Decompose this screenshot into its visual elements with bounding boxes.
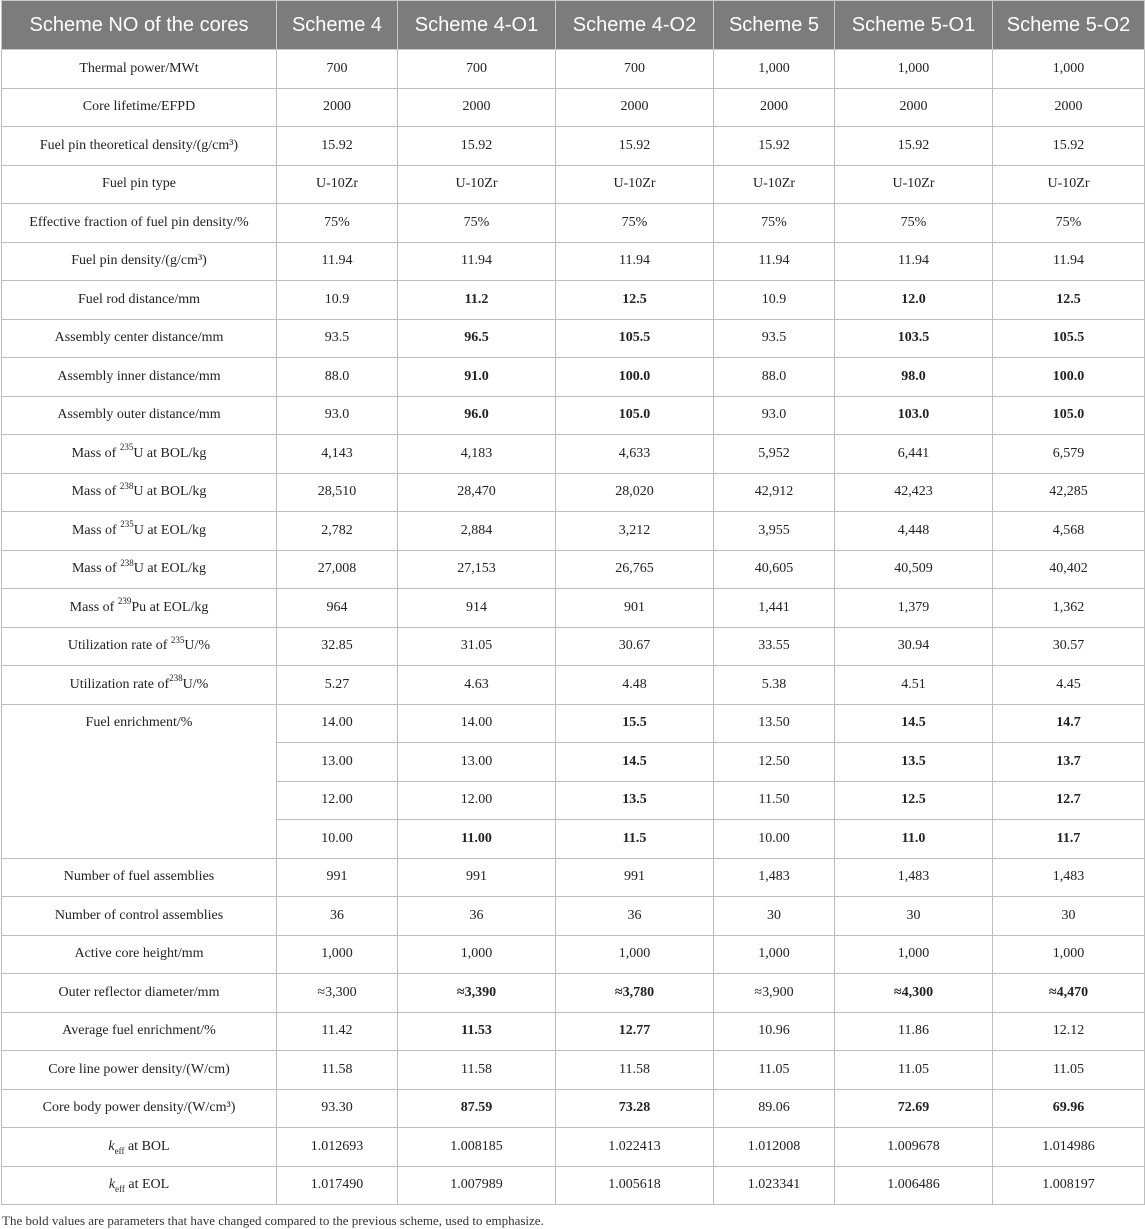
table-cell: ≈3,900 — [714, 974, 835, 1013]
table-cell: 1.008197 — [993, 1166, 1145, 1205]
table-cell: 15.92 — [398, 127, 556, 166]
row-label-text: Active core height/mm — [74, 946, 204, 962]
table-cell: 15.92 — [993, 127, 1145, 166]
table-cell: 11.42 — [277, 1012, 398, 1051]
table-cell: 1.005618 — [556, 1166, 714, 1205]
table-cell: 1,000 — [277, 935, 398, 974]
table-cell: 88.0 — [714, 358, 835, 397]
table-cell: 10.00 — [714, 820, 835, 859]
table-cell: ≈3,780 — [556, 974, 714, 1013]
table-cell: 33.55 — [714, 627, 835, 666]
table-cell: 11.50 — [714, 781, 835, 820]
row-label — [2, 550, 277, 589]
table-row — [2, 1166, 1145, 1205]
table-cell: 10.96 — [714, 1012, 835, 1051]
table-cell: 93.5 — [714, 319, 835, 358]
table-cell: 12.0 — [835, 281, 993, 320]
table-cell: 27,153 — [398, 550, 556, 589]
table-cell: 75% — [993, 204, 1145, 243]
table-cell: 11.53 — [398, 1012, 556, 1051]
row-label — [2, 1166, 277, 1205]
table-row — [2, 512, 1145, 551]
row-label-text: Number of control assemblies — [54, 907, 224, 923]
table-cell: 5.38 — [714, 666, 835, 705]
table-row — [2, 974, 1145, 1013]
table-cell: 2000 — [277, 88, 398, 127]
table-cell: ≈3,300 — [277, 974, 398, 1013]
table-cell: 4,183 — [398, 435, 556, 474]
table-cell: 13.00 — [398, 743, 556, 782]
table-cell: 700 — [277, 50, 398, 89]
row-label-pre: Utilization rate of — [69, 676, 170, 692]
header-scheme: Scheme 4 — [277, 1, 398, 50]
row-label-text: Effective fraction of fuel pin density/% — [29, 214, 249, 230]
row-label — [2, 319, 277, 358]
row-label-text: Thermal power/MWt — [79, 60, 199, 76]
table-cell: 36 — [556, 897, 714, 936]
table-cell: 4.63 — [398, 666, 556, 705]
table-cell: 1.012693 — [277, 1128, 398, 1167]
table-row — [2, 281, 1145, 320]
table-cell: 4,568 — [993, 512, 1145, 551]
table-row — [2, 1051, 1145, 1090]
row-label-superscript: 238 — [169, 673, 183, 684]
table-cell: 10.00 — [277, 820, 398, 859]
table-cell: U-10Zr — [835, 165, 993, 204]
table-row — [2, 704, 1145, 743]
table-cell: 14.5 — [556, 743, 714, 782]
table-cell: U-10Zr — [398, 165, 556, 204]
row-label-k: k — [108, 1138, 115, 1154]
table-footnote: The bold values are parameters that have changed compared to the previous scheme, used to emphasize. — [2, 1213, 544, 1228]
table-cell: 1,483 — [714, 858, 835, 897]
row-label — [2, 1089, 277, 1128]
row-label — [2, 858, 277, 897]
table-cell: 42,423 — [835, 473, 993, 512]
table-cell: 72.69 — [835, 1089, 993, 1128]
table-cell: 1,000 — [714, 50, 835, 89]
table-cell: 15.5 — [556, 704, 714, 743]
table-cell: 105.0 — [556, 396, 714, 435]
row-label-post: U at BOL/kg — [133, 445, 207, 461]
table-row — [2, 1128, 1145, 1167]
table-cell: 4,633 — [556, 435, 714, 474]
table-cell: 11.94 — [277, 242, 398, 281]
table-cell: 11.94 — [714, 242, 835, 281]
table-cell: 15.92 — [556, 127, 714, 166]
table-cell: 700 — [556, 50, 714, 89]
table-cell: 100.0 — [993, 358, 1145, 397]
table-row — [2, 858, 1145, 897]
table-cell: 30.67 — [556, 627, 714, 666]
table-cell: 12.5 — [835, 781, 993, 820]
table-cell: 3,955 — [714, 512, 835, 551]
table-cell: 12.5 — [556, 281, 714, 320]
table-row — [2, 666, 1145, 705]
row-label — [2, 1012, 277, 1051]
row-label-text: Fuel rod distance/mm — [77, 291, 201, 307]
row-label-subscript: eff — [115, 1184, 125, 1195]
row-label — [2, 935, 277, 974]
header-row-label: Scheme NO of the cores — [2, 1, 277, 50]
row-label-text: Core body power density/(W/cm³) — [42, 1100, 236, 1116]
table-cell: 28,020 — [556, 473, 714, 512]
table-cell: 42,912 — [714, 473, 835, 512]
table-row — [2, 242, 1145, 281]
row-label-text: Fuel pin density/(g/cm³) — [71, 253, 207, 269]
table-cell: 1.008185 — [398, 1128, 556, 1167]
row-label-superscript: 235 — [170, 634, 185, 645]
table-cell: 4,448 — [835, 512, 993, 551]
row-label-superscript: 238 — [119, 480, 134, 491]
table-cell: 11.05 — [714, 1051, 835, 1090]
table-cell: 1,483 — [835, 858, 993, 897]
table-cell: 3,212 — [556, 512, 714, 551]
row-label — [2, 242, 277, 281]
table-cell: 14.7 — [993, 704, 1145, 743]
table-cell: 12.00 — [398, 781, 556, 820]
table-cell: 88.0 — [277, 358, 398, 397]
table-cell: 12.50 — [714, 743, 835, 782]
table-cell: 13.00 — [277, 743, 398, 782]
table-cell: 1,000 — [714, 935, 835, 974]
table-cell: U-10Zr — [993, 165, 1145, 204]
table-cell: 13.5 — [835, 743, 993, 782]
table-cell: 14.00 — [398, 704, 556, 743]
table-row — [2, 127, 1145, 166]
table-cell: 15.92 — [714, 127, 835, 166]
row-label-pre: Mass of — [71, 484, 120, 500]
table-cell: 13.50 — [714, 704, 835, 743]
table-cell: 11.94 — [993, 242, 1145, 281]
table-cell: 40,402 — [993, 550, 1145, 589]
table-cell: 93.5 — [277, 319, 398, 358]
table-cell: 991 — [556, 858, 714, 897]
table-cell: 4.48 — [556, 666, 714, 705]
table-cell: 14.00 — [277, 704, 398, 743]
table-cell: 1,000 — [556, 935, 714, 974]
row-label-post: Pu at EOL/kg — [131, 599, 209, 615]
table-cell: 1.014986 — [993, 1128, 1145, 1167]
table-row — [2, 550, 1145, 589]
row-label — [2, 165, 277, 204]
table-cell: 75% — [277, 204, 398, 243]
row-label-subscript: eff — [114, 1145, 125, 1156]
row-label — [2, 1128, 277, 1167]
row-label-text: Outer reflector diameter/mm — [58, 984, 220, 1000]
row-label-post: at EOL — [124, 1177, 170, 1193]
table-cell: 5,952 — [714, 435, 835, 474]
row-label-pre: Mass of — [71, 561, 121, 577]
table-cell: 28,470 — [398, 473, 556, 512]
table-row — [2, 396, 1145, 435]
row-label-text: Fuel pin type — [102, 176, 176, 192]
table-cell: 1,000 — [993, 50, 1145, 89]
row-label — [2, 396, 277, 435]
row-label-pre: Mass of — [69, 599, 118, 615]
header-scheme: Scheme 4-O1 — [398, 1, 556, 50]
table-cell: ≈4,470 — [993, 974, 1145, 1013]
table-cell: 1.023341 — [714, 1166, 835, 1205]
row-label-text: Core line power density/(W/cm) — [48, 1061, 230, 1077]
row-label — [2, 589, 277, 628]
table-row — [2, 1089, 1145, 1128]
table-cell: 14.5 — [835, 704, 993, 743]
table-cell: 11.94 — [398, 242, 556, 281]
table-body — [2, 50, 1145, 1205]
table-cell: 991 — [398, 858, 556, 897]
row-label — [2, 512, 277, 551]
row-label — [2, 704, 277, 858]
table-cell: 75% — [556, 204, 714, 243]
table-row — [2, 435, 1145, 474]
row-label-pre: Mass of — [71, 445, 120, 461]
table-cell: 96.0 — [398, 396, 556, 435]
table-cell: 1,000 — [835, 50, 993, 89]
table-cell: 700 — [398, 50, 556, 89]
table-cell: 2000 — [556, 88, 714, 127]
table-cell: 40,605 — [714, 550, 835, 589]
table-cell: 2000 — [993, 88, 1145, 127]
row-label-text: Core lifetime/EFPD — [82, 99, 196, 115]
table-cell: 11.00 — [398, 820, 556, 859]
table-cell: 11.58 — [398, 1051, 556, 1090]
row-label-post: U/% — [182, 676, 209, 692]
table-cell: 12.7 — [993, 781, 1145, 820]
table-cell: 1,483 — [993, 858, 1145, 897]
header-scheme: Scheme 5-O1 — [835, 1, 993, 50]
table-cell: 1.022413 — [556, 1128, 714, 1167]
row-label — [2, 897, 277, 936]
table-row — [2, 165, 1145, 204]
table-cell: 991 — [277, 858, 398, 897]
row-label-post: U at BOL/kg — [133, 484, 207, 500]
table-cell: U-10Zr — [277, 165, 398, 204]
table-cell: 2000 — [714, 88, 835, 127]
table-cell: 73.28 — [556, 1089, 714, 1128]
table-row — [2, 897, 1145, 936]
row-label-superscript: 238 — [120, 557, 134, 568]
table-cell: 103.5 — [835, 319, 993, 358]
table-cell: 12.5 — [993, 281, 1145, 320]
table-cell: 27,008 — [277, 550, 398, 589]
table-cell: 42,285 — [993, 473, 1145, 512]
row-label-text: Number of fuel assemblies — [63, 869, 215, 885]
row-label — [2, 358, 277, 397]
row-label-text: Assembly center distance/mm — [54, 330, 224, 346]
table-cell: 1,000 — [835, 935, 993, 974]
table-cell: 1,441 — [714, 589, 835, 628]
table-row — [2, 50, 1145, 89]
table-cell: 901 — [556, 589, 714, 628]
header-scheme: Scheme 5 — [714, 1, 835, 50]
table-cell: 4.51 — [835, 666, 993, 705]
table-cell: 13.5 — [556, 781, 714, 820]
table-cell: ≈3,390 — [398, 974, 556, 1013]
table-cell: 75% — [398, 204, 556, 243]
table-cell: 1.017490 — [277, 1166, 398, 1205]
row-label-text: Assembly inner distance/mm — [57, 368, 221, 384]
table-cell: 87.59 — [398, 1089, 556, 1128]
table-cell: 914 — [398, 589, 556, 628]
table-cell: 6,441 — [835, 435, 993, 474]
table-cell: 30 — [993, 897, 1145, 936]
table-cell: 75% — [835, 204, 993, 243]
header-row — [2, 1, 1145, 50]
table-cell: 32.85 — [277, 627, 398, 666]
header-scheme: Scheme 5-O2 — [993, 1, 1145, 50]
row-label — [2, 627, 277, 666]
table-cell: 11.94 — [556, 242, 714, 281]
table-cell: 91.0 — [398, 358, 556, 397]
row-label — [2, 281, 277, 320]
table-cell: 11.94 — [835, 242, 993, 281]
row-label — [2, 1051, 277, 1090]
row-label-superscript: 235 — [120, 519, 134, 530]
table-cell: 11.58 — [556, 1051, 714, 1090]
table-cell: 100.0 — [556, 358, 714, 397]
table-cell: 12.00 — [277, 781, 398, 820]
table-row — [2, 358, 1145, 397]
table-row — [2, 473, 1145, 512]
row-label-text: Fuel pin theoretical density/(g/cm³) — [39, 137, 239, 153]
row-label-post: U at EOL/kg — [133, 561, 207, 577]
table-cell: 11.7 — [993, 820, 1145, 859]
table-cell: 36 — [277, 897, 398, 936]
table-cell: 10.9 — [277, 281, 398, 320]
row-label — [2, 974, 277, 1013]
table-cell: 11.58 — [277, 1051, 398, 1090]
table-cell: 11.86 — [835, 1012, 993, 1051]
table-cell: 2000 — [835, 88, 993, 127]
table-cell: 40,509 — [835, 550, 993, 589]
table-cell: 2,782 — [277, 512, 398, 551]
table-cell: 4.45 — [993, 666, 1145, 705]
row-label-superscript: 235 — [119, 442, 134, 453]
table-cell: 30.57 — [993, 627, 1145, 666]
table-cell: 75% — [714, 204, 835, 243]
table-cell: 1.007989 — [398, 1166, 556, 1205]
table-cell: 1,000 — [398, 935, 556, 974]
table-cell: 93.0 — [714, 396, 835, 435]
table-cell: 98.0 — [835, 358, 993, 397]
table-cell: 6,579 — [993, 435, 1145, 474]
table-cell: 105.5 — [993, 319, 1145, 358]
table-row — [2, 589, 1145, 628]
table-cell: 26,765 — [556, 550, 714, 589]
row-label — [2, 88, 277, 127]
table-header — [2, 1, 1145, 50]
table-cell: 12.12 — [993, 1012, 1145, 1051]
row-label-superscript: 239 — [117, 596, 132, 607]
table-cell: 2,884 — [398, 512, 556, 551]
table-cell: 105.5 — [556, 319, 714, 358]
table-cell: 1.009678 — [835, 1128, 993, 1167]
table-cell: 1,362 — [993, 589, 1145, 628]
row-label — [2, 204, 277, 243]
table-cell: 1.006486 — [835, 1166, 993, 1205]
table-cell: 13.7 — [993, 743, 1145, 782]
table-cell: 89.06 — [714, 1089, 835, 1128]
table-cell: U-10Zr — [556, 165, 714, 204]
row-label-text: Average fuel enrichment/% — [62, 1023, 216, 1039]
table-cell: 36 — [398, 897, 556, 936]
table-cell: 15.92 — [277, 127, 398, 166]
table-cell: 93.30 — [277, 1089, 398, 1128]
row-label-text: Fuel enrichment/% — [85, 714, 193, 730]
row-label-post: U at EOL/kg — [133, 522, 207, 538]
table-row — [2, 627, 1145, 666]
table-cell: 964 — [277, 589, 398, 628]
table-cell: 31.05 — [398, 627, 556, 666]
table-cell: 96.5 — [398, 319, 556, 358]
table-cell: 30 — [714, 897, 835, 936]
table-cell: 11.2 — [398, 281, 556, 320]
table-cell: 11.5 — [556, 820, 714, 859]
table-row — [2, 88, 1145, 127]
row-label — [2, 50, 277, 89]
table-row — [2, 1012, 1145, 1051]
table-cell: 30.94 — [835, 627, 993, 666]
table-cell: 15.92 — [835, 127, 993, 166]
table-cell: 12.77 — [556, 1012, 714, 1051]
table-row — [2, 204, 1145, 243]
table-cell: 28,510 — [277, 473, 398, 512]
row-label — [2, 127, 277, 166]
table-cell: 69.96 — [993, 1089, 1145, 1128]
table-cell: ≈4,300 — [835, 974, 993, 1013]
row-label-pre: Utilization rate of — [67, 638, 171, 654]
table-cell: 11.05 — [993, 1051, 1145, 1090]
core-schemes-table — [1, 0, 1145, 1205]
table-cell: 1.012008 — [714, 1128, 835, 1167]
row-label-k: k — [108, 1177, 116, 1193]
table-cell: 1,000 — [993, 935, 1145, 974]
table-cell: 103.0 — [835, 396, 993, 435]
table-cell: 105.0 — [993, 396, 1145, 435]
table-cell: U-10Zr — [714, 165, 835, 204]
table-cell: 93.0 — [277, 396, 398, 435]
row-label — [2, 435, 277, 474]
table-cell: 11.05 — [835, 1051, 993, 1090]
row-label-post: U/% — [184, 638, 211, 654]
table-cell: 11.0 — [835, 820, 993, 859]
table-cell: 30 — [835, 897, 993, 936]
row-label — [2, 473, 277, 512]
row-label-pre: Mass of — [71, 522, 121, 538]
table-cell: 1,379 — [835, 589, 993, 628]
table-row — [2, 935, 1145, 974]
table-cell: 5.27 — [277, 666, 398, 705]
row-label — [2, 666, 277, 705]
row-label-post: at BOL — [124, 1138, 170, 1154]
header-scheme: Scheme 4-O2 — [556, 1, 714, 50]
table-cell: 2000 — [398, 88, 556, 127]
row-label-text: Assembly outer distance/mm — [57, 407, 221, 423]
table-cell: 10.9 — [714, 281, 835, 320]
table-row — [2, 319, 1145, 358]
table-cell: 4,143 — [277, 435, 398, 474]
